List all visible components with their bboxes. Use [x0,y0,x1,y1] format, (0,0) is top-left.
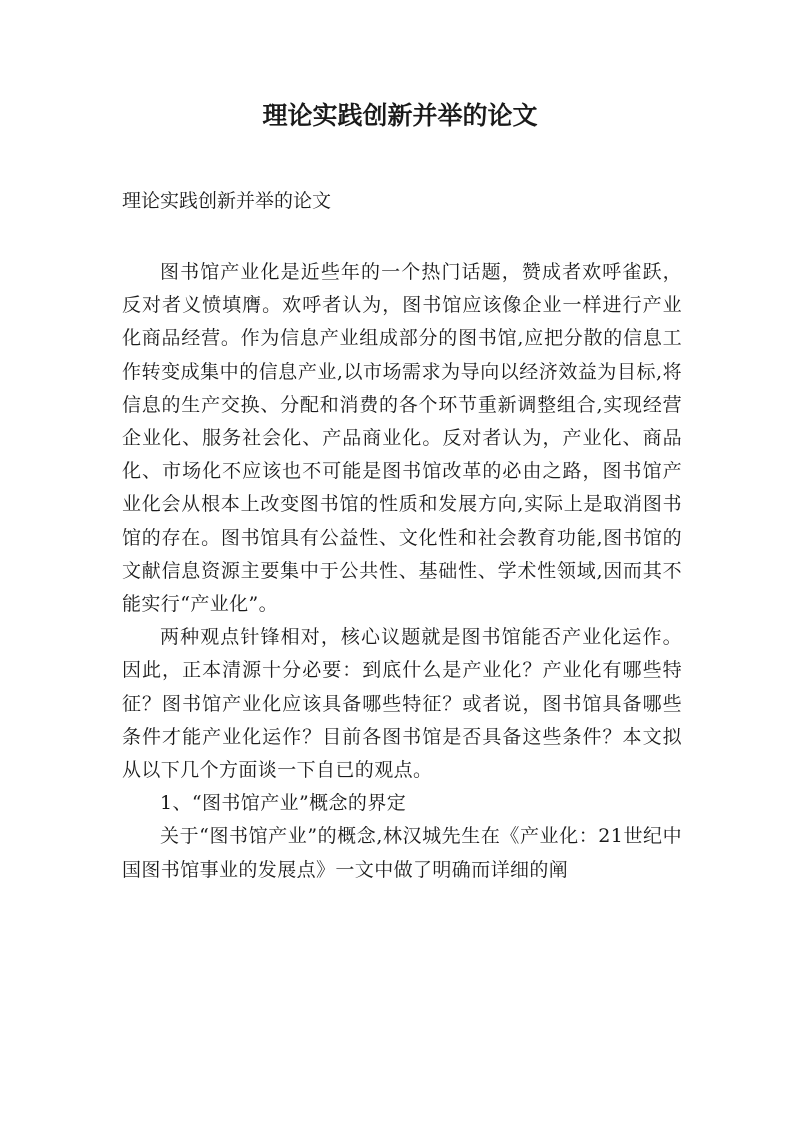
document-body [122,256,682,887]
section-heading-1: 1、“图书馆产业”概念的界定 [160,792,407,815]
paragraph-3: 关于“图书馆产业”的概念,林汉城先生在《产业化：21世纪中国图书馆事业的发展点》一文中做了明确而详细的阐 [122,825,682,881]
document-title: 理论实践创新并举的论文 [262,101,538,130]
paragraph-1: 图书馆产业化是近些年的一个热门话题，赞成者欢呼雀跃，反对者义愤填膺。欢呼者认为，图书馆应该像企业一样进行产业化商品经营。作为信息产业组成部分的图书馆,应把分散的信息工作转变成集中的信息产业,以市场需求为导向以经济效益为目标,将信息的生产交换、分配和消费的各个环节重新调整组合,实现经营企业化、服务社会化、产品商业化。反对者认为，产业化、商品化、市场化不应该也不可能是图书馆改革的必由之路，图书馆产业化会从根本上改变图书馆的性质和发展方向,实际上是取消图书馆的存在。图书馆具有公益性、文化性和社会教育功能,图书馆的文献信息资源主要集中于公共性、基础性、学术性领域,因而其不能实行“产业化”。 [122,261,682,616]
paragraph-2: 两种观点针锋相对，核心议题就是图书馆能否产业化运作。因此，正本清源十分必要：到底什么是产业化？产业化有哪些特征？图书馆产业化应该具备哪些特征？或者说，图书馆具备哪些条件才能产业化运作？目前各图书馆是否具备这些条件？本文拟从以下几个方面谈一下自已的观点。 [122,626,682,782]
document-subtitle: 理论实践创新并举的论文 [122,190,332,212]
